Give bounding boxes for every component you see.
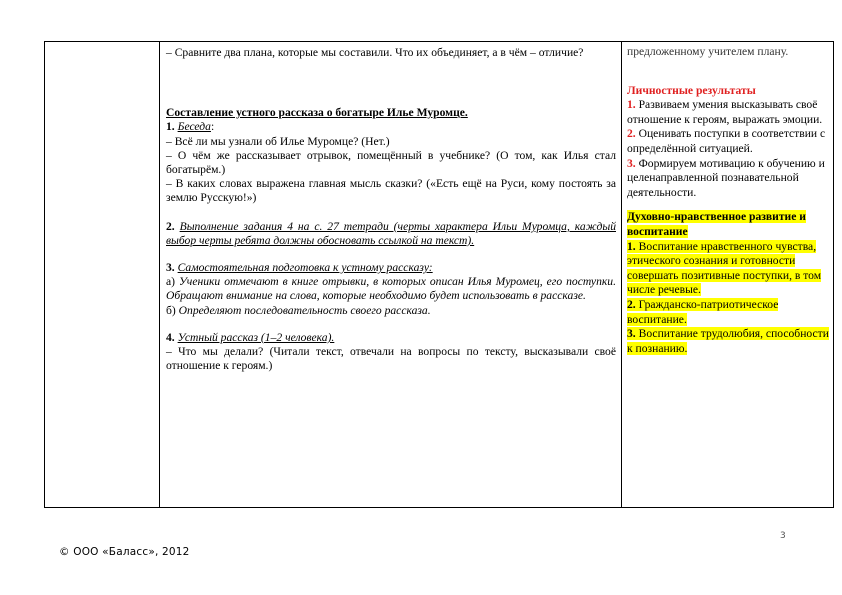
copyright-footer: © ООО «Баласс», 2012 [59, 546, 190, 558]
item-3-heading: 3. Самостоятельная подготовка к устному рассказу: [166, 261, 433, 275]
item-4-question: – Что мы делали? (Читали текст, отвечали на вопросы по тексту, высказывали своё отношение к героям.) [166, 345, 616, 373]
item-3-b: б) Определяют последовательность своего рассказа. [166, 303, 431, 317]
item-4-heading: 4. Устный рассказ (1–2 человека). [166, 330, 335, 344]
item-1-heading: 1. Беседа: [166, 120, 215, 134]
question-2: – О чём же рассказывает отрывок, помещённый в учебнике? (О том, как Илья стал богатырём.) [166, 148, 616, 177]
question-3: – В каких словах выражена главная мысль сказки? («Есть ещё на Руси, кому постоять за землю Русскую!») [166, 177, 616, 205]
item-3-a: а) Ученики отмечают в книге отрывки, в которых описан Илья Муромец, его поступки. Обращают внимание на слова, которые необходимо будет использовать в рассказе. [166, 275, 616, 303]
moral-item-3: 3. Воспитание трудолюбия, способности к познанию. [627, 327, 829, 355]
moral-development-heading: Духовно-нравственное развитие и воспитание [627, 210, 806, 238]
continuation-text: предложенному учителем плану. [627, 45, 789, 58]
page-number: 3 [780, 531, 786, 541]
empty-stage-cell [45, 42, 160, 508]
activity-cell [160, 42, 622, 508]
section-title: Составление устного рассказа о богатыре Илье Муромце. [166, 106, 468, 120]
question-1: – Всё ли мы узнали об Илье Муромце? (Нет.) [166, 134, 390, 148]
personal-results-heading: Личностные результаты [627, 83, 756, 97]
moral-item-2: 2. Гражданско-патриотическое воспитание. [627, 297, 779, 326]
lesson-table [44, 41, 834, 508]
moral-item-1: 1. Воспитание нравственного чувства, этического сознания и готовности совершать позитивные поступки, в том числе речевые. [627, 239, 822, 297]
personal-result-2: 2. Оценивать поступки в соответствии с определённой ситуацией. [627, 127, 826, 155]
intro-question: – Сравните два плана, которые мы составили. Что их объединяет, а в чём – отличие? [166, 46, 584, 59]
results-cell [622, 42, 834, 508]
personal-result-1: 1. Развиваем умения высказывать своё отношение к героям, выражать эмоции. [627, 98, 823, 126]
personal-result-3: 3. Формируем мотивацию к обучению и целенаправленной познавательной деятельности. [627, 156, 825, 199]
table-row [45, 42, 834, 508]
item-2: 2. Выполнение задания 4 на с. 27 тетради (черты характера Ильи Муромца, каждый выбор черты ребята должны обосновать ссылкой на текст). [166, 219, 616, 247]
